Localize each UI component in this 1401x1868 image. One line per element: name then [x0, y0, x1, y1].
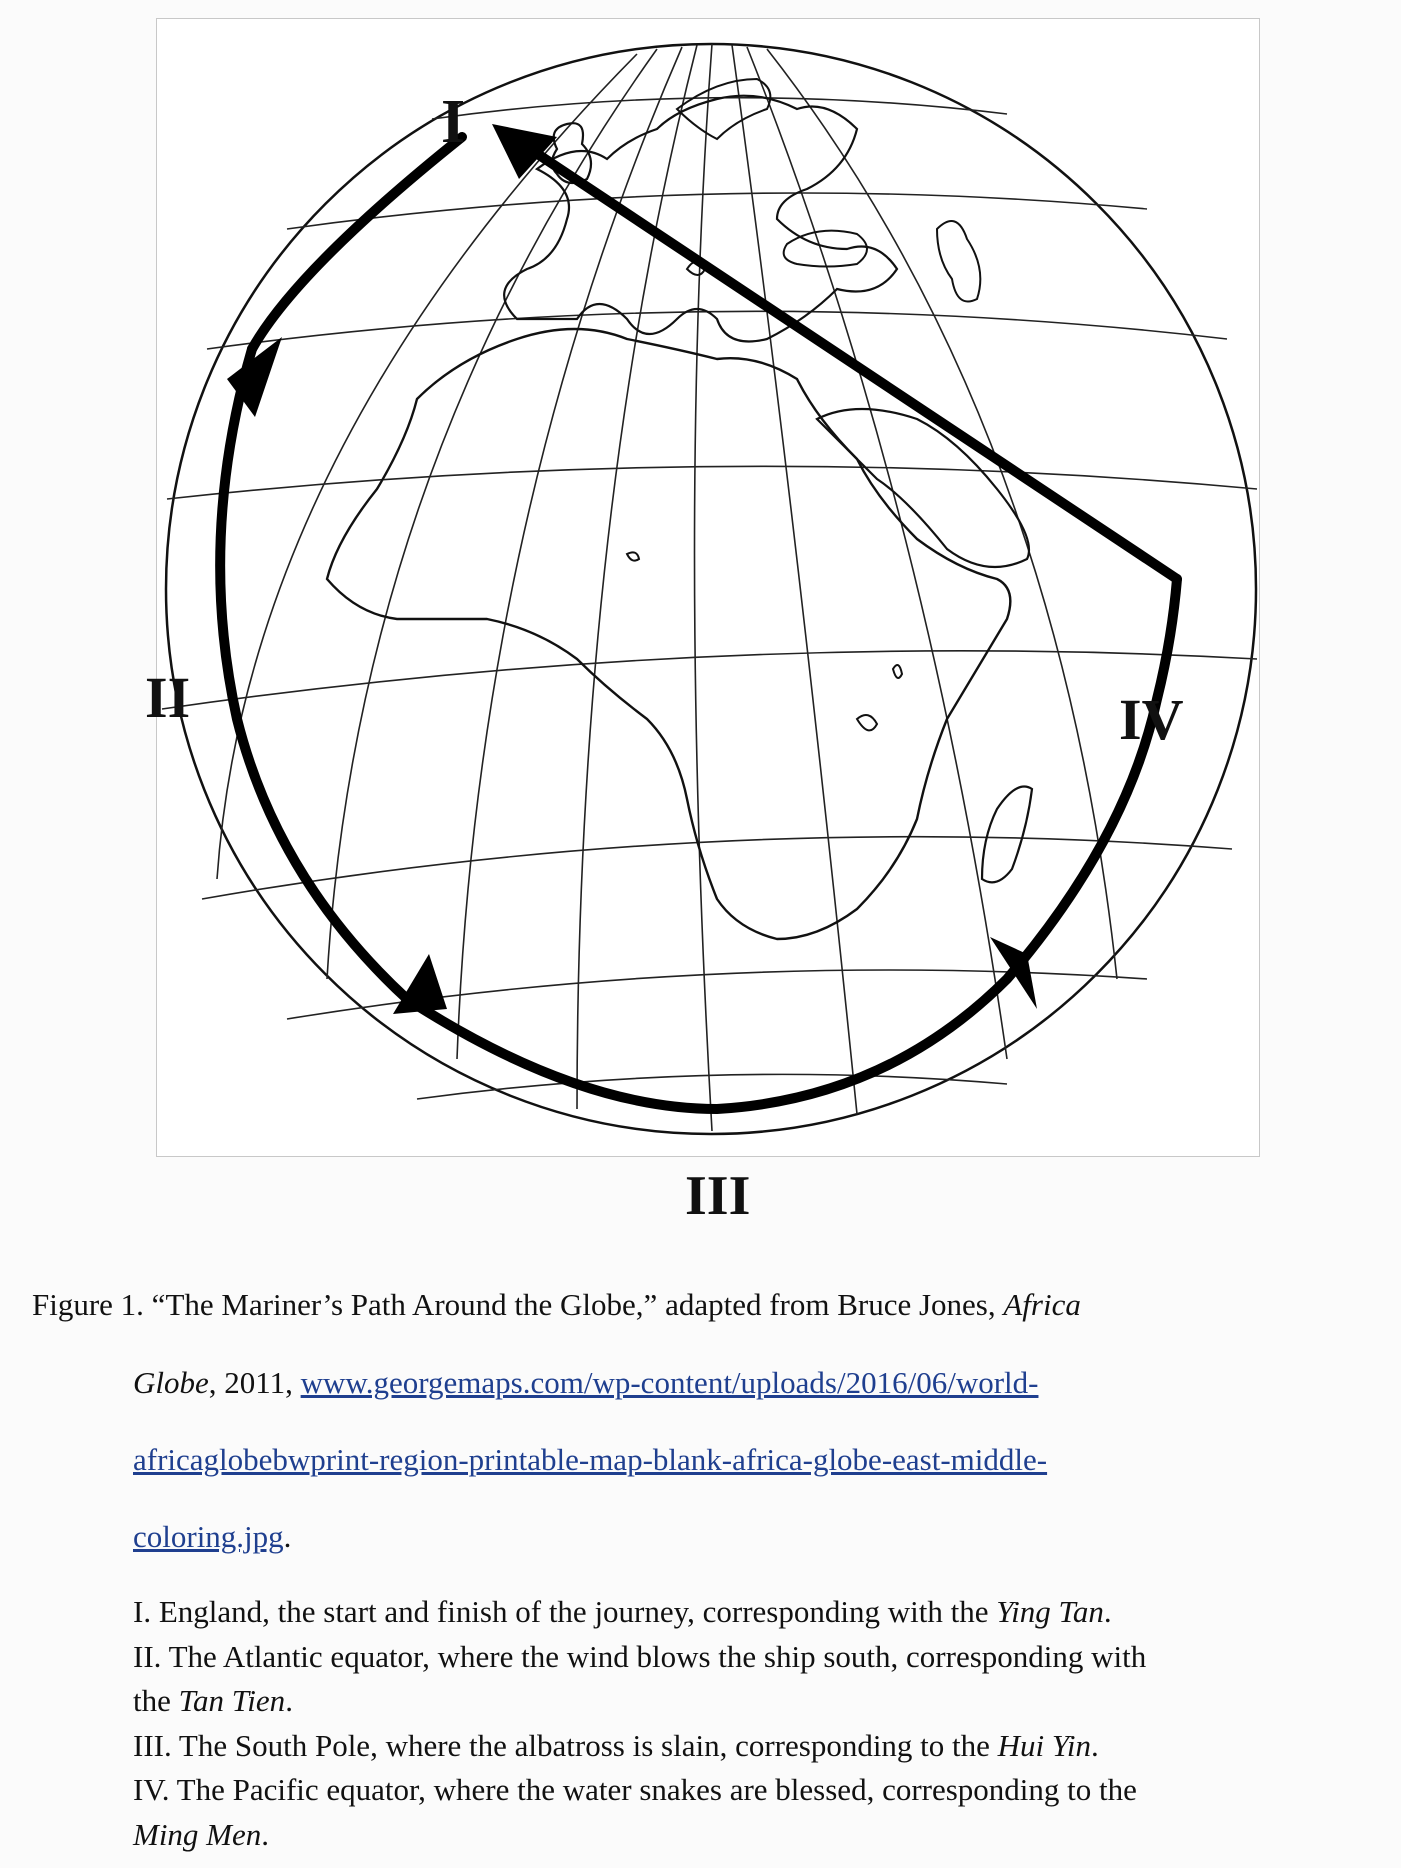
caption-line-4: [133, 1517, 291, 1557]
legend-two-term: Tan Tien: [178, 1683, 286, 1718]
legend-item-two: [133, 1635, 1333, 1680]
madagascar-coastline: [982, 787, 1032, 883]
path-segment-atlantic-to-south: [220, 349, 407, 999]
legend-item-three: [133, 1724, 1333, 1769]
legend-one-text: I. England, the start and finish of the journey, corresponding with the: [133, 1594, 997, 1629]
caption-line-3: [133, 1440, 1047, 1480]
caption-url-part-1[interactable]: www.georgemaps.com/wp-content/uploads/2016/06/world-: [300, 1365, 1039, 1400]
legend-one-term: Ying Tan: [996, 1594, 1104, 1629]
legend-item-four-cont: [133, 1813, 1333, 1858]
legend: [133, 1590, 1333, 1857]
africa-coastline: [327, 329, 1010, 939]
path-arrowheads: [227, 124, 1037, 1014]
caption-line-1: [32, 1285, 1081, 1325]
legend-item-two-cont: [133, 1679, 1333, 1724]
label-three: III: [685, 1165, 751, 1227]
small-islands: [627, 262, 902, 731]
arrowhead-south: [393, 954, 447, 1014]
legend-two-text: II. The Atlantic equator, where the wind blows the ship south, corresponding with: [133, 1638, 1147, 1674]
caption-line-2: [133, 1363, 1038, 1403]
legend-four-term: Ming Men: [133, 1816, 262, 1852]
legend-four-end: .: [261, 1816, 270, 1852]
label-two: II: [145, 665, 191, 730]
legend-item-four: [133, 1768, 1333, 1813]
legend-item-one: [133, 1590, 1333, 1635]
caption-book-title-b: Globe: [133, 1365, 209, 1400]
figure-frame: [145, 18, 1260, 1157]
caption-book-title-a: Africa: [1003, 1287, 1081, 1322]
legend-one-end: .: [1103, 1594, 1112, 1629]
legend-three-term: Hui Yin: [997, 1727, 1091, 1763]
caption-url-part-3[interactable]: coloring.jpg: [133, 1519, 284, 1554]
caption-url-part-2[interactable]: africaglobebwprint-region-printable-map-blank-africa-globe-east-middle-: [133, 1442, 1048, 1477]
caption-prefix: Figure 1. “The Mariner’s Path Around the Globe,” adapted from Bruce Jones,: [32, 1287, 1004, 1322]
legend-three-text: III. The South Pole, where the albatross is slain, corresponding to the: [133, 1727, 998, 1763]
legend-two-cont-text: the: [133, 1683, 179, 1718]
path-segment-england-to-atlantic: [252, 137, 462, 349]
label-four: IV: [1119, 687, 1184, 752]
caption-year: , 2011,: [208, 1365, 301, 1400]
path-segment-south-to-pacific: [407, 579, 1177, 1109]
caspian-sea: [937, 221, 980, 302]
legend-four-text: IV. The Pacific equator, where the water snakes are blessed, corresponding to the: [133, 1772, 1137, 1807]
graticule-latitudes: [162, 98, 1257, 1099]
scandinavia-coastline: [677, 79, 770, 139]
caption-end: .: [283, 1519, 292, 1554]
globe-outline: [166, 44, 1256, 1134]
legend-two-end: .: [285, 1683, 293, 1718]
globe-map: [157, 19, 1259, 1156]
legend-three-end: .: [1090, 1727, 1099, 1763]
graticule-longitudes: [217, 44, 1117, 1131]
label-one: I: [441, 88, 466, 156]
